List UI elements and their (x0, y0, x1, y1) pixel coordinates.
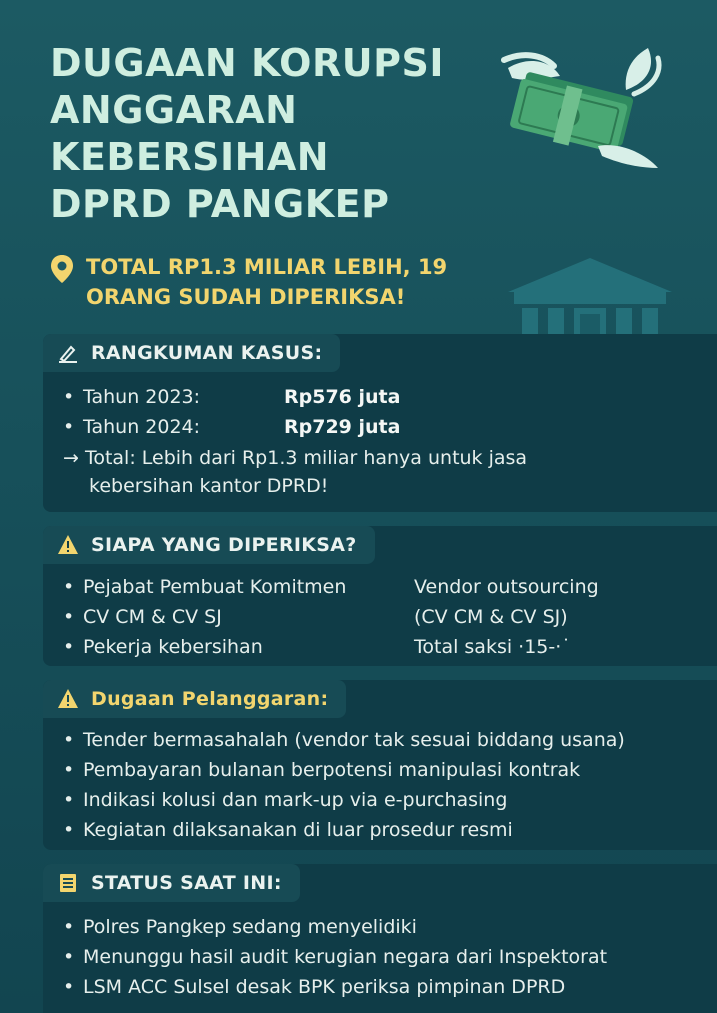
list-item: • Tender bermasahalah (vendor tak sesuai biddang usana) (63, 729, 625, 751)
list-item: • Tahun 2024: Rp729 juta (63, 412, 707, 442)
summary-label: Tahun 2024: (83, 416, 201, 438)
examined-left: Pekerja kebersihan (83, 636, 263, 658)
examined-right: Total saksi ·15-·˙ (414, 636, 571, 658)
summary-card (43, 334, 717, 512)
status-text: LSM ACC Sulsel desak BPK periksa pimpinan DPRD (83, 976, 566, 998)
list-item: • Pembayaran bulanan berpotensi manipulasi kontrak (63, 759, 581, 781)
violations-card (43, 680, 717, 850)
summary-label: Tahun 2023: (83, 386, 201, 408)
examined-card (43, 526, 717, 666)
list-item: • Indikasi kolusi dan mark-up via e-purchasing (63, 789, 508, 811)
list-item: • Pejabat Pembuat Komitmen Vendor outsourcing (63, 572, 707, 602)
list-item: • Polres Pangkep sedang menyelidiki (63, 916, 417, 938)
violation-text: Pembayaran bulanan berpotensi manipulasi kontrak (83, 759, 581, 781)
summary-total-line: kebersihan kantor DPRD! (89, 475, 329, 497)
list-item: • LSM ACC Sulsel desak BPK periksa pimpinan DPRD (63, 976, 566, 998)
summary-heading (43, 334, 340, 372)
flying-money-icon (498, 38, 668, 168)
status-text: Menunggu hasil audit kerugian negara dari Inspektorat (83, 946, 608, 968)
title-line: KEBERSIHAN (50, 135, 330, 179)
violations-heading (43, 680, 346, 718)
examined-left: CV CM & CV SJ (83, 606, 222, 628)
summary-heading-text: RANGKUMAN KASUS: (91, 342, 323, 364)
violations-heading-text: Dugaan Pelanggaran: (91, 688, 329, 710)
violation-text: Indikasi kolusi dan mark-up via e-purchasing (83, 789, 508, 811)
page-title (50, 40, 500, 228)
warning-icon (57, 534, 79, 556)
examined-right: (CV CM & CV SJ) (414, 606, 568, 628)
examined-right: Vendor outsourcing (414, 576, 599, 598)
subtitle-line: ORANG SUDAH DIPERIKSA! (86, 285, 406, 309)
violation-text: Kegiatan dilaksanakan di luar prosedur resmi (83, 819, 513, 841)
list-item: • Menunggu hasil audit kerugian negara dari Inspektorat (63, 946, 608, 968)
document-icon (57, 872, 79, 894)
status-heading-text: STATUS SAAT INI: (91, 872, 282, 894)
list-item: • Kegiatan dilaksanakan di luar prosedur resmi (63, 819, 513, 841)
status-heading (43, 864, 300, 902)
title-line: DPRD PANGKEP (50, 182, 390, 226)
subtitle (50, 252, 510, 312)
list-item: • CV CM & CV SJ (CV CM & CV SJ) (63, 602, 707, 632)
subtitle-line: TOTAL RP1.3 MILIAR LEBIH, 19 (86, 255, 448, 279)
violation-text: Tender bermasahalah (vendor tak sesuai biddang usana) (83, 729, 625, 751)
status-text: Polres Pangkep sedang menyelidiki (83, 916, 417, 938)
summary-total (63, 444, 707, 500)
warning-icon (57, 688, 79, 710)
pen-hand-icon (57, 342, 79, 364)
list-item: • Tahun 2023: Rp576 juta (63, 382, 707, 412)
examined-left: Pejabat Pembuat Komitmen (83, 576, 347, 598)
summary-value: Rp729 juta (284, 416, 401, 438)
list-item: • Pekerja kebersihan Total saksi ·15-·˙ (63, 632, 707, 662)
summary-total-line: → Total: Lebih dari Rp1.3 miliar hanya untuk jasa (63, 447, 528, 469)
status-card (43, 864, 717, 1013)
title-line: ANGGARAN (50, 88, 298, 132)
summary-value: Rp576 juta (284, 386, 401, 408)
location-pin-icon (50, 254, 74, 284)
title-line: DUGAAN KORUPSI (50, 41, 444, 85)
examined-heading-text: SIAPA YANG DIPERIKSA? (91, 534, 357, 556)
examined-heading (43, 526, 375, 564)
